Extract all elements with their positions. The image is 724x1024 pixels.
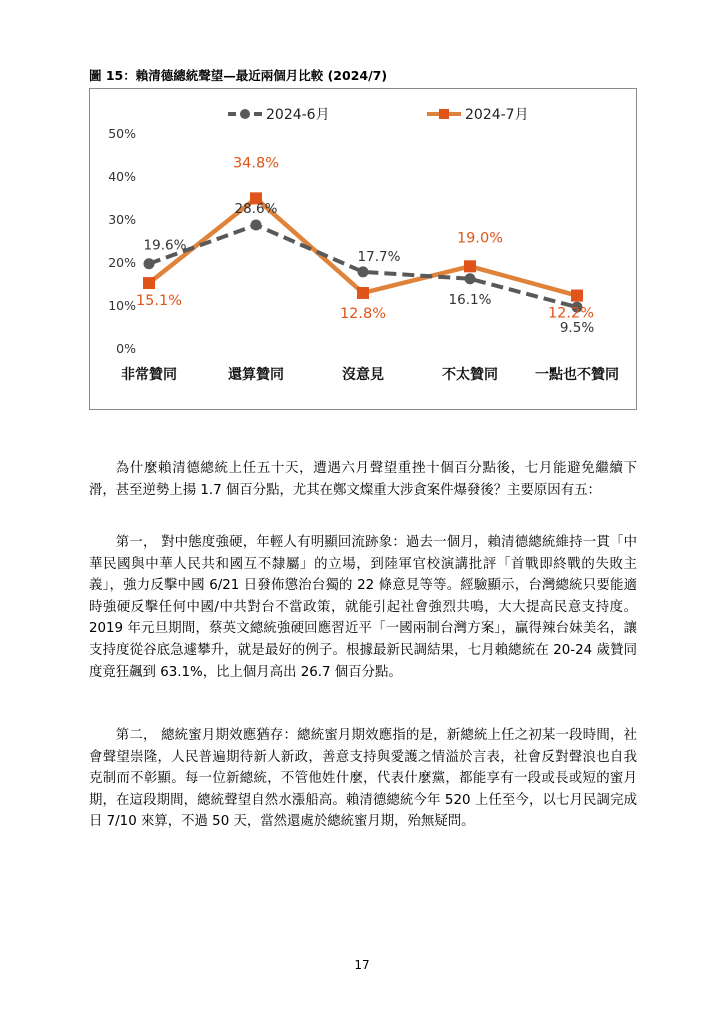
data-label-july: 34.8%	[232, 155, 280, 172]
legend-marker	[439, 109, 449, 119]
data-point-june	[144, 258, 155, 269]
data-label-july: 12.2%	[547, 305, 595, 322]
data-point-july	[143, 277, 155, 289]
paragraph-first-reason: 第一， 對中態度強硬，年輕人有明顯回流跡象：過去一個月，賴清德總統維持一貫「中華民國與中華人民共和國互不隸屬」的立場，到陸軍官校演講批評「首戰即終戰的失敗主義」，強力反擊中國 6/21 日發佈懲治台獨的 22 條意見等等。經驗顯示，台灣總統只要能適時強硬反擊任何中國/中共對台不當政策，就能引起社會強烈共鳴，大大提高民意支持度。2019 年元旦期間，蔡英文總統強硬回應習近平「一國兩制台灣方案」，贏得辣台妹美名，讓支持度從谷底急遽攀升，就是最好的例子。根據最新民調結果，七月賴總統在 20-24 歲贊同度竟狂飆到 63.1%，比上個月高出 26.7 個百分點。	[89, 535, 637, 680]
data-point-june	[251, 220, 262, 231]
data-point-june	[465, 273, 476, 284]
y-tick-label: 0%	[116, 341, 136, 356]
paragraph-intro: 為什麼賴清德總統上任五十天，遭遇六月聲望重挫十個百分點後，七月能避免繼續下滑，甚至逆勢上揚 1.7 個百分點，尤其在鄭文燦重大涉貪案件爆發後？主要原因有五：	[89, 461, 637, 498]
data-label-july: 12.8%	[339, 305, 387, 322]
figure-caption: 圖 15：賴清德總統聲望—最近兩個月比較 (2024/7)	[89, 68, 388, 83]
x-tick-label: 非常贊同	[121, 367, 177, 383]
data-label-june: 17.7%	[357, 248, 401, 265]
page-number: 17	[354, 958, 370, 972]
legend-label: 2024-6月	[266, 107, 330, 123]
data-point-july	[357, 287, 369, 299]
data-point-june	[358, 266, 369, 277]
x-tick-label: 一點也不贊同	[535, 367, 619, 383]
data-label-july: 15.1%	[135, 293, 183, 310]
data-label-june: 28.6%	[234, 201, 278, 218]
data-point-july	[571, 290, 583, 302]
paragraph-second-reason: 第二， 總統蜜月期效應猶存：總統蜜月期效應指的是，新總統上任之初某一段時間，社會聲望崇隆，人民普遍期待新人新政，善意支持與愛護之情溢於言表，社會反對聲浪也自我克制而不彰顯。每一位新總統，不管他姓什麼，代表什麼黨，都能享有一段或長或短的蜜月期，在這段期間，總統聲望自然水漲船高。賴清德總統今年 520 上任至今，以七月民調完成日 7/10 來算，不過 50 天，當然還處於總統蜜月期，殆無疑問。	[89, 728, 637, 830]
data-label-july: 19.0%	[456, 230, 504, 247]
x-tick-label: 還算贊同	[228, 367, 284, 383]
data-label-june: 9.5%	[559, 320, 595, 337]
x-tick-label: 不太贊同	[442, 367, 498, 383]
y-tick-label: 20%	[108, 255, 136, 270]
line-chart	[90, 89, 636, 409]
chart-frame	[89, 88, 637, 410]
y-tick-label: 40%	[108, 169, 136, 184]
data-point-july	[464, 260, 476, 272]
y-tick-label: 30%	[108, 212, 136, 227]
legend-marker	[240, 109, 250, 119]
x-tick-label: 沒意見	[342, 367, 384, 383]
series-line-2024-07	[149, 198, 577, 295]
data-label-june: 19.6%	[143, 237, 187, 254]
y-tick-label: 10%	[108, 298, 136, 313]
data-label-june: 16.1%	[448, 291, 492, 308]
legend-label: 2024-7月	[465, 107, 529, 123]
y-tick-label: 50%	[108, 126, 136, 141]
